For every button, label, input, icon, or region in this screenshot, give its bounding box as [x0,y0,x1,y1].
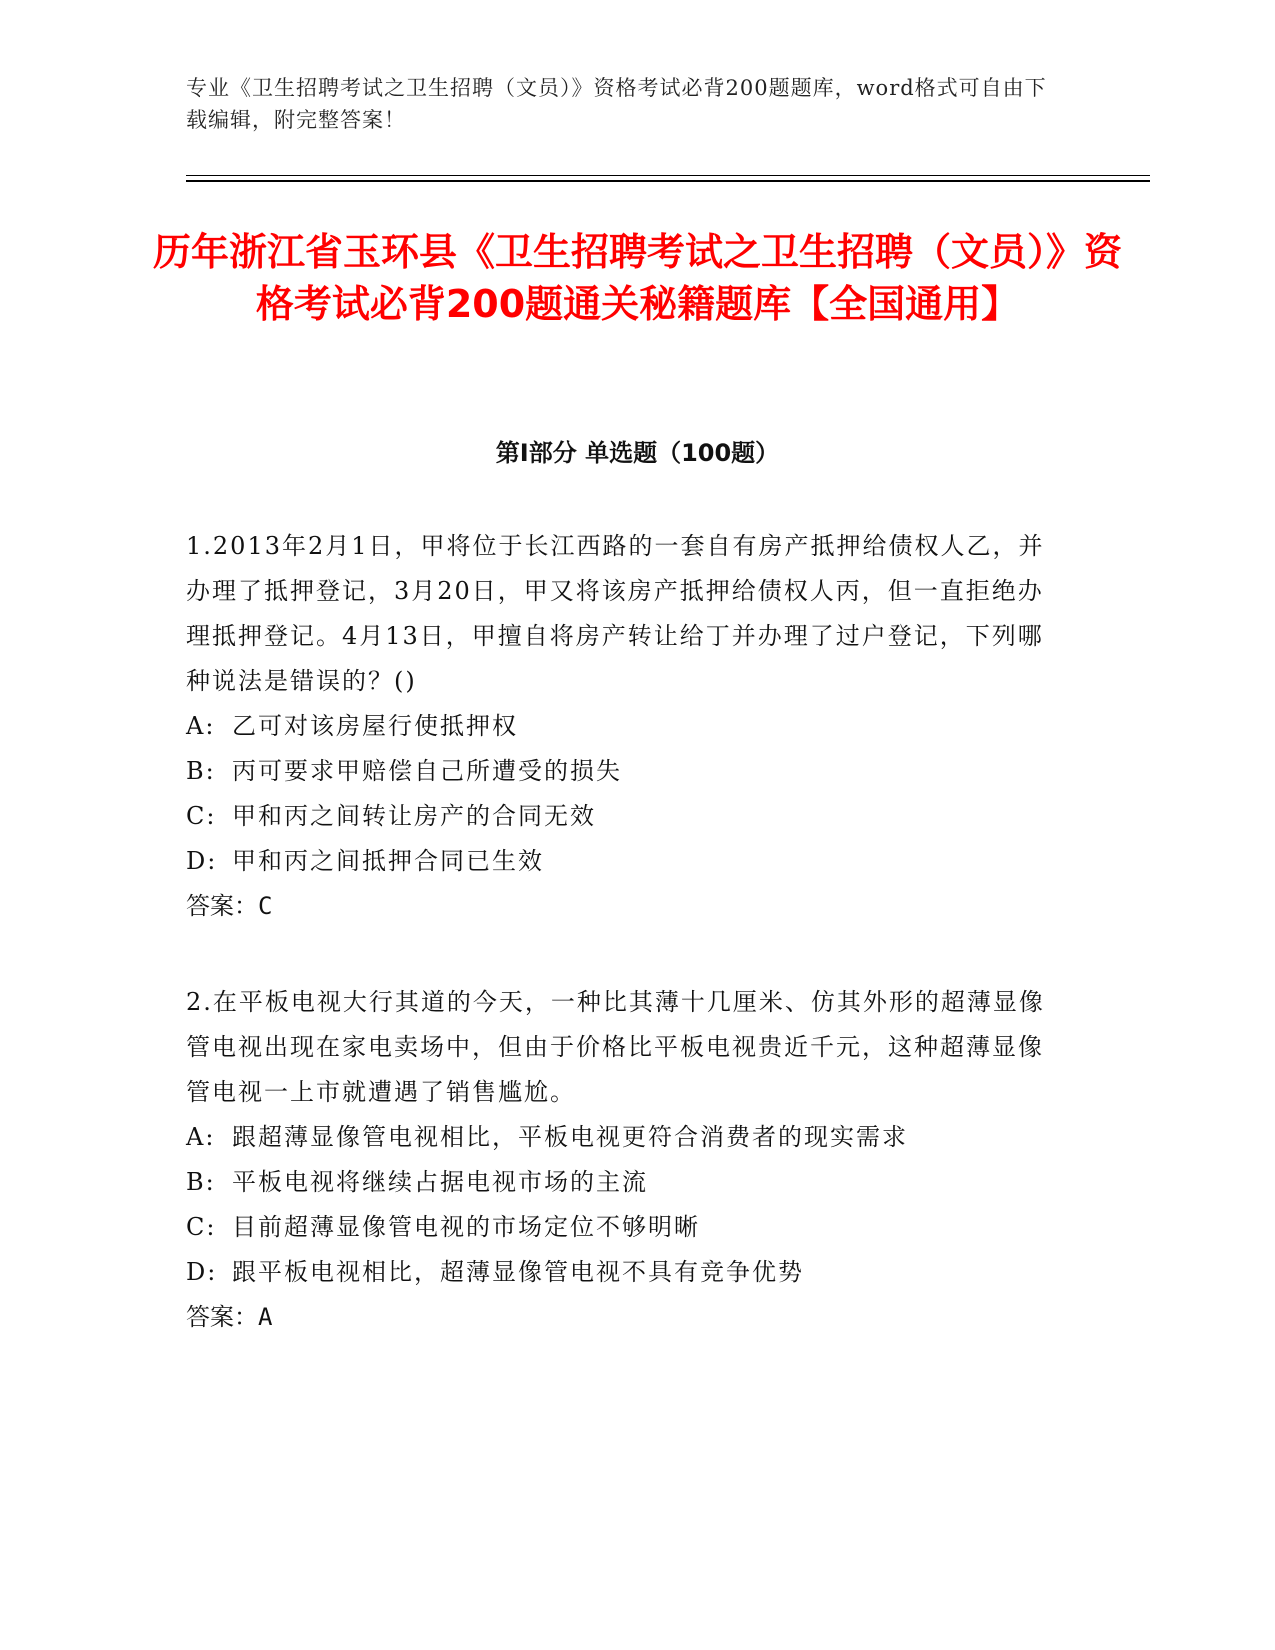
document-title: 历年浙江省玉环县《卫生招聘考试之卫生招聘（文员）》资格考试必背200题通关秘籍题库【全国通用】 [152,230,1122,326]
question-1 [186,524,1056,929]
option-text: 甲和丙之间抵押合同已生效 [232,847,544,875]
option-a [186,704,1056,749]
option-key: B: [186,1168,216,1196]
option-text: 甲和丙之间转让房产的合同无效 [232,802,596,830]
answer-label: 答案： [186,1303,258,1331]
option-text: 跟超薄显像管电视相比，平板电视更符合消费者的现实需求 [232,1123,908,1151]
option-c [186,794,1056,839]
question-stem: 1.2013年2月1日，甲将位于长江西路的一套自有房产抵押给债权人乙，并办理了抵押登记，3月20日，甲又将该房产抵押给债权人丙，但一直拒绝办理抵押登记。4月13日，甲擅自将房产转让给丁并办理了过户登记，下列哪种说法是错误的？() [186,532,1045,695]
option-d [186,839,1056,884]
option-text: 平板电视将继续占据电视市场的主流 [232,1168,648,1196]
option-d [186,1250,1056,1295]
answer-value: A [258,1303,273,1331]
section-heading: 第Ⅰ部分 单选题（100题） [495,439,780,467]
option-a [186,1115,1056,1160]
option-key: D: [186,1258,218,1286]
option-text: 乙可对该房屋行使抵押权 [232,712,518,740]
answer-label: 答案： [186,892,258,920]
header-divider-thin [186,175,1150,176]
option-key: C: [186,1213,217,1241]
answer-value: C [258,892,273,920]
option-key: B: [186,757,216,785]
option-c [186,1205,1056,1250]
option-key: C: [186,802,217,830]
answer-line [186,1295,1056,1340]
answer-line [186,884,1056,929]
option-key: A: [186,1123,216,1151]
option-text: 目前超薄显像管电视的市场定位不够明晰 [232,1213,700,1241]
header-divider-thick [186,180,1150,182]
option-text: 丙可要求甲赔偿自己所遭受的损失 [232,757,622,785]
option-key: A: [186,712,216,740]
question-2 [186,980,1056,1340]
header-note: 专业《卫生招聘考试之卫生招聘（文员）》资格考试必背200题题库，word格式可自由下载编辑，附完整答案！ [186,76,1047,132]
option-b [186,1160,1056,1205]
option-key: D: [186,847,218,875]
question-stem: 2.在平板电视大行其道的今天，一种比其薄十几厘米、仿其外形的超薄显像管电视出现在家电卖场中，但由于价格比平板电视贵近千元，这种超薄显像管电视一上市就遭遇了销售尴尬。 [186,988,1045,1106]
option-b [186,749,1056,794]
option-text: 跟平板电视相比，超薄显像管电视不具有竞争优势 [232,1258,804,1286]
